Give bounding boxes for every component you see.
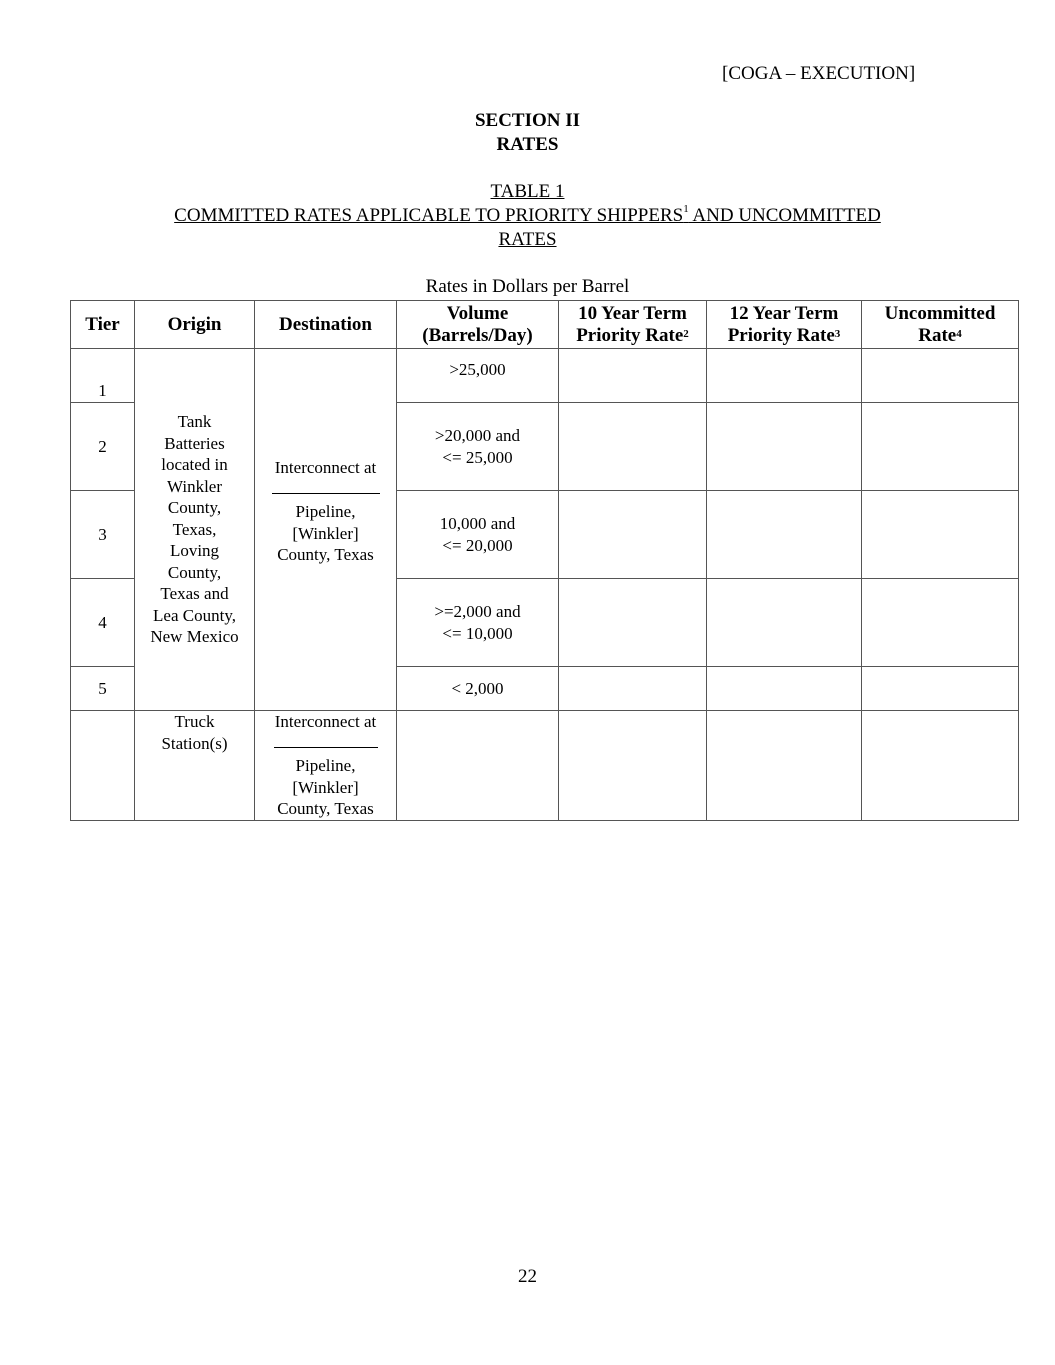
table-row-truck bbox=[71, 711, 1019, 821]
rate-uncommitted-cell bbox=[862, 579, 1019, 667]
rate-12-year-cell bbox=[707, 491, 862, 579]
rate-10-year-cell bbox=[559, 711, 707, 821]
rate-12-year-cell bbox=[707, 579, 862, 667]
rate-12-year-cell bbox=[707, 349, 862, 403]
table-row bbox=[71, 349, 1019, 403]
rate-uncommitted-cell bbox=[862, 349, 1019, 403]
volume-cell: >20,000 and <= 25,000 bbox=[397, 403, 559, 491]
tier-cell bbox=[71, 711, 135, 821]
table-label bbox=[0, 181, 1055, 203]
section-title: RATES bbox=[496, 134, 559, 155]
volume-cell: < 2,000 bbox=[397, 667, 559, 711]
tier-cell: 5 bbox=[71, 667, 135, 711]
rate-10-year-cell bbox=[559, 349, 707, 403]
rate-10-year-cell bbox=[559, 579, 707, 667]
rates-caption: Rates in Dollars per Barrel bbox=[425, 276, 630, 297]
rate-12-year-cell bbox=[707, 711, 862, 821]
col-header-uncommitted: Uncommitted Rate$^4$ bbox=[862, 301, 1019, 349]
origin-tank-batteries: Tank Batteries located in Winkler County, Texas, Loving County, Texas and Lea County, New Mexico bbox=[135, 349, 255, 711]
origin-truck-stations: Truck Station(s) bbox=[135, 711, 255, 821]
pipeline-name-blank bbox=[272, 479, 380, 494]
destination-interconnect: Interconnect at Pipeline, [Winkler] County, Texas bbox=[255, 349, 397, 711]
rate-uncommitted-cell bbox=[862, 667, 1019, 711]
pipeline-name-blank bbox=[274, 733, 378, 748]
footnote-ref-1: 1 bbox=[683, 203, 689, 215]
page-number: 22 bbox=[518, 1266, 537, 1287]
table-title-line1-a: COMMITTED RATES APPLICABLE TO PRIORITY SHIPPERS$^1$ AND UNCOMMITTED bbox=[174, 203, 881, 226]
tier-cell: 3 bbox=[71, 491, 135, 579]
rate-10-year-cell bbox=[559, 491, 707, 579]
volume-cell: >=2,000 and <= 10,000 bbox=[397, 579, 559, 667]
col-header-tier: Tier bbox=[71, 301, 135, 349]
table-title-line2-text: RATES bbox=[498, 229, 557, 250]
tier-cell: 4 bbox=[71, 579, 135, 667]
table-title-line1 bbox=[0, 205, 1055, 227]
rate-uncommitted-cell bbox=[862, 711, 1019, 821]
col-header-origin: Origin bbox=[135, 301, 255, 349]
rate-10-year-cell bbox=[559, 403, 707, 491]
table-label-text: TABLE 1 bbox=[490, 181, 565, 202]
rate-uncommitted-cell bbox=[862, 491, 1019, 579]
rate-uncommitted-cell bbox=[862, 403, 1019, 491]
tier-cell: 2 bbox=[71, 403, 135, 491]
col-header-destination: Destination bbox=[255, 301, 397, 349]
document-tag: [COGA – EXECUTION] bbox=[722, 63, 916, 84]
col-header-volume: Volume (Barrels/Day) bbox=[397, 301, 559, 349]
rate-12-year-cell bbox=[707, 667, 862, 711]
destination-interconnect-truck: Interconnect at Pipeline, [Winkler] County, Texas bbox=[255, 711, 397, 821]
col-header-10-year: 10 Year Term Priority Rate$^2$ bbox=[559, 301, 707, 349]
tier-cell: 1 bbox=[71, 349, 135, 403]
rates-table bbox=[70, 300, 1019, 821]
volume-cell bbox=[397, 711, 559, 821]
table-title-line2 bbox=[0, 229, 1055, 251]
section-heading: SECTION II bbox=[474, 110, 581, 131]
col-header-12-year: 12 Year Term Priority Rate$^3$ bbox=[707, 301, 862, 349]
volume-cell: 10,000 and <= 20,000 bbox=[397, 491, 559, 579]
table-header-row bbox=[71, 301, 1019, 349]
rate-10-year-cell bbox=[559, 667, 707, 711]
rate-12-year-cell bbox=[707, 403, 862, 491]
volume-cell: >25,000 bbox=[397, 349, 559, 403]
